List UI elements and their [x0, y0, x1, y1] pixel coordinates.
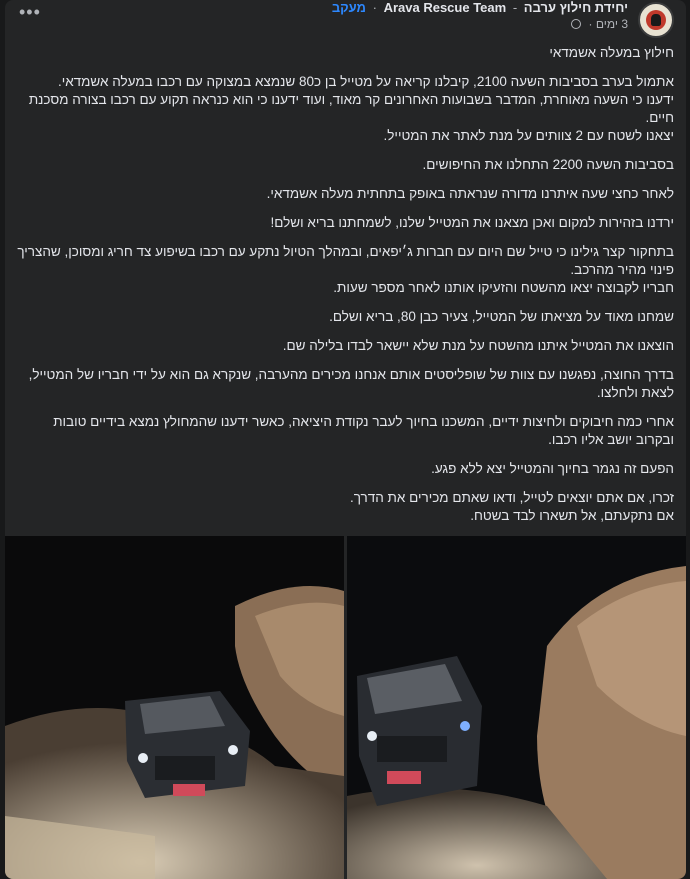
separator-dot: ·: [372, 0, 377, 15]
rescue-logo-icon: [646, 10, 666, 30]
post-paragraph: בתחקור קצר גילינו כי טייל שם היום עם חברות ג׳יפאים, ובמהלך הטיול נתקע עם רכבו בשיפוע צד חריג ומסוכן, שהצריך פינוי מהיר מהרכב. חבריו לקבוצה יצאו מהשטח והזעיקו אותנו לאחר מספר שעות.: [17, 244, 674, 295]
photo-left[interactable]: [5, 536, 344, 879]
post-card: [5, 0, 686, 879]
post-paragraph: בסביבות השעה 2200 התחלנו את החיפושים.: [422, 157, 674, 172]
post-paragraph: בדרך החוצה, נפגשנו עם צוות של שופליסטים אותם אנחנו מכירים מהערבה, שנקרא גם הוא על ידי חבריו של המטייל, לצאת ולחלצו.: [28, 367, 674, 400]
globe-icon: [571, 19, 581, 29]
page-name-en[interactable]: Arava Rescue Team: [383, 0, 507, 15]
post-paragraph: אחרי כמה חיבוקים ולחיצות ידיים, המשכנו בחיוך לעבר נקודת היציאה, כאשר ידענו שהמחולץ נמצא בידיים טובות ובקרוב יושב אליו רכבו.: [53, 414, 674, 447]
jeep-photo-left: [5, 536, 344, 879]
post-paragraph: חילוץ במעלה אשמדאי: [549, 45, 674, 60]
follow-button[interactable]: מעקב: [331, 0, 366, 15]
post-paragraph: ירדנו בזהירות למקום ואכן מצאנו את המטייל שלנו, לשמחתנו בריא ושלם!: [270, 215, 674, 230]
ellipsis-icon[interactable]: •••: [19, 2, 41, 22]
post-paragraph: הוצאנו את המטייל איתנו מהשטח על מנת שלא יישאר לבדו בלילה שם.: [282, 338, 674, 353]
separator-dash: -: [512, 0, 518, 15]
post-paragraph: אתמול בערב בסביבות השעה 2100, קיבלנו קריאה על מטייל בן כ80 שנמצא במצוקה עם רכבו במעלה אשמדאי. ידענו כי השעה מאוחרת, המדבר בשבועות האחרונים קר מאוד, ועוד ידענו כי הוא כנראה תקוע עם רכבו בצורה מסכנת חיים. יצאנו לשטח עם 2 צוותים על מנת לאתר את המטייל.: [28, 74, 674, 143]
post-time[interactable]: 3 ימים: [595, 17, 628, 31]
post-header: [5, 0, 686, 40]
jeep-photo-right: [347, 536, 686, 879]
post-paragraph: שמחנו מאוד על מציאתו של המטייל, צעיר כבן 80, בריא ושלם.: [329, 309, 674, 324]
post-paragraph: לאחר כחצי שעה איתרנו מדורה שנראתה באופק בתחתית מעלה אשמדאי.: [266, 186, 674, 201]
photo-grid: [5, 536, 686, 879]
page-avatar[interactable]: [638, 2, 674, 38]
post-paragraph: זכרו, אם אתם יוצאים לטייל, ודאו שאתם מכירים את הדרך. אם נתקעתם, אל תשארו לבד בשטח.: [350, 490, 674, 523]
dot-separator: ·: [585, 17, 593, 31]
post-text: [14, 44, 674, 536]
photo-right[interactable]: [347, 536, 686, 879]
page-name[interactable]: יחידת חילוץ ערבה: [523, 0, 628, 15]
post-title-line: [332, 0, 628, 16]
post-meta: [571, 17, 628, 31]
post-paragraph: הפעם זה נגמר בחיוך והמטייל יצא ללא פגע.: [431, 461, 674, 476]
